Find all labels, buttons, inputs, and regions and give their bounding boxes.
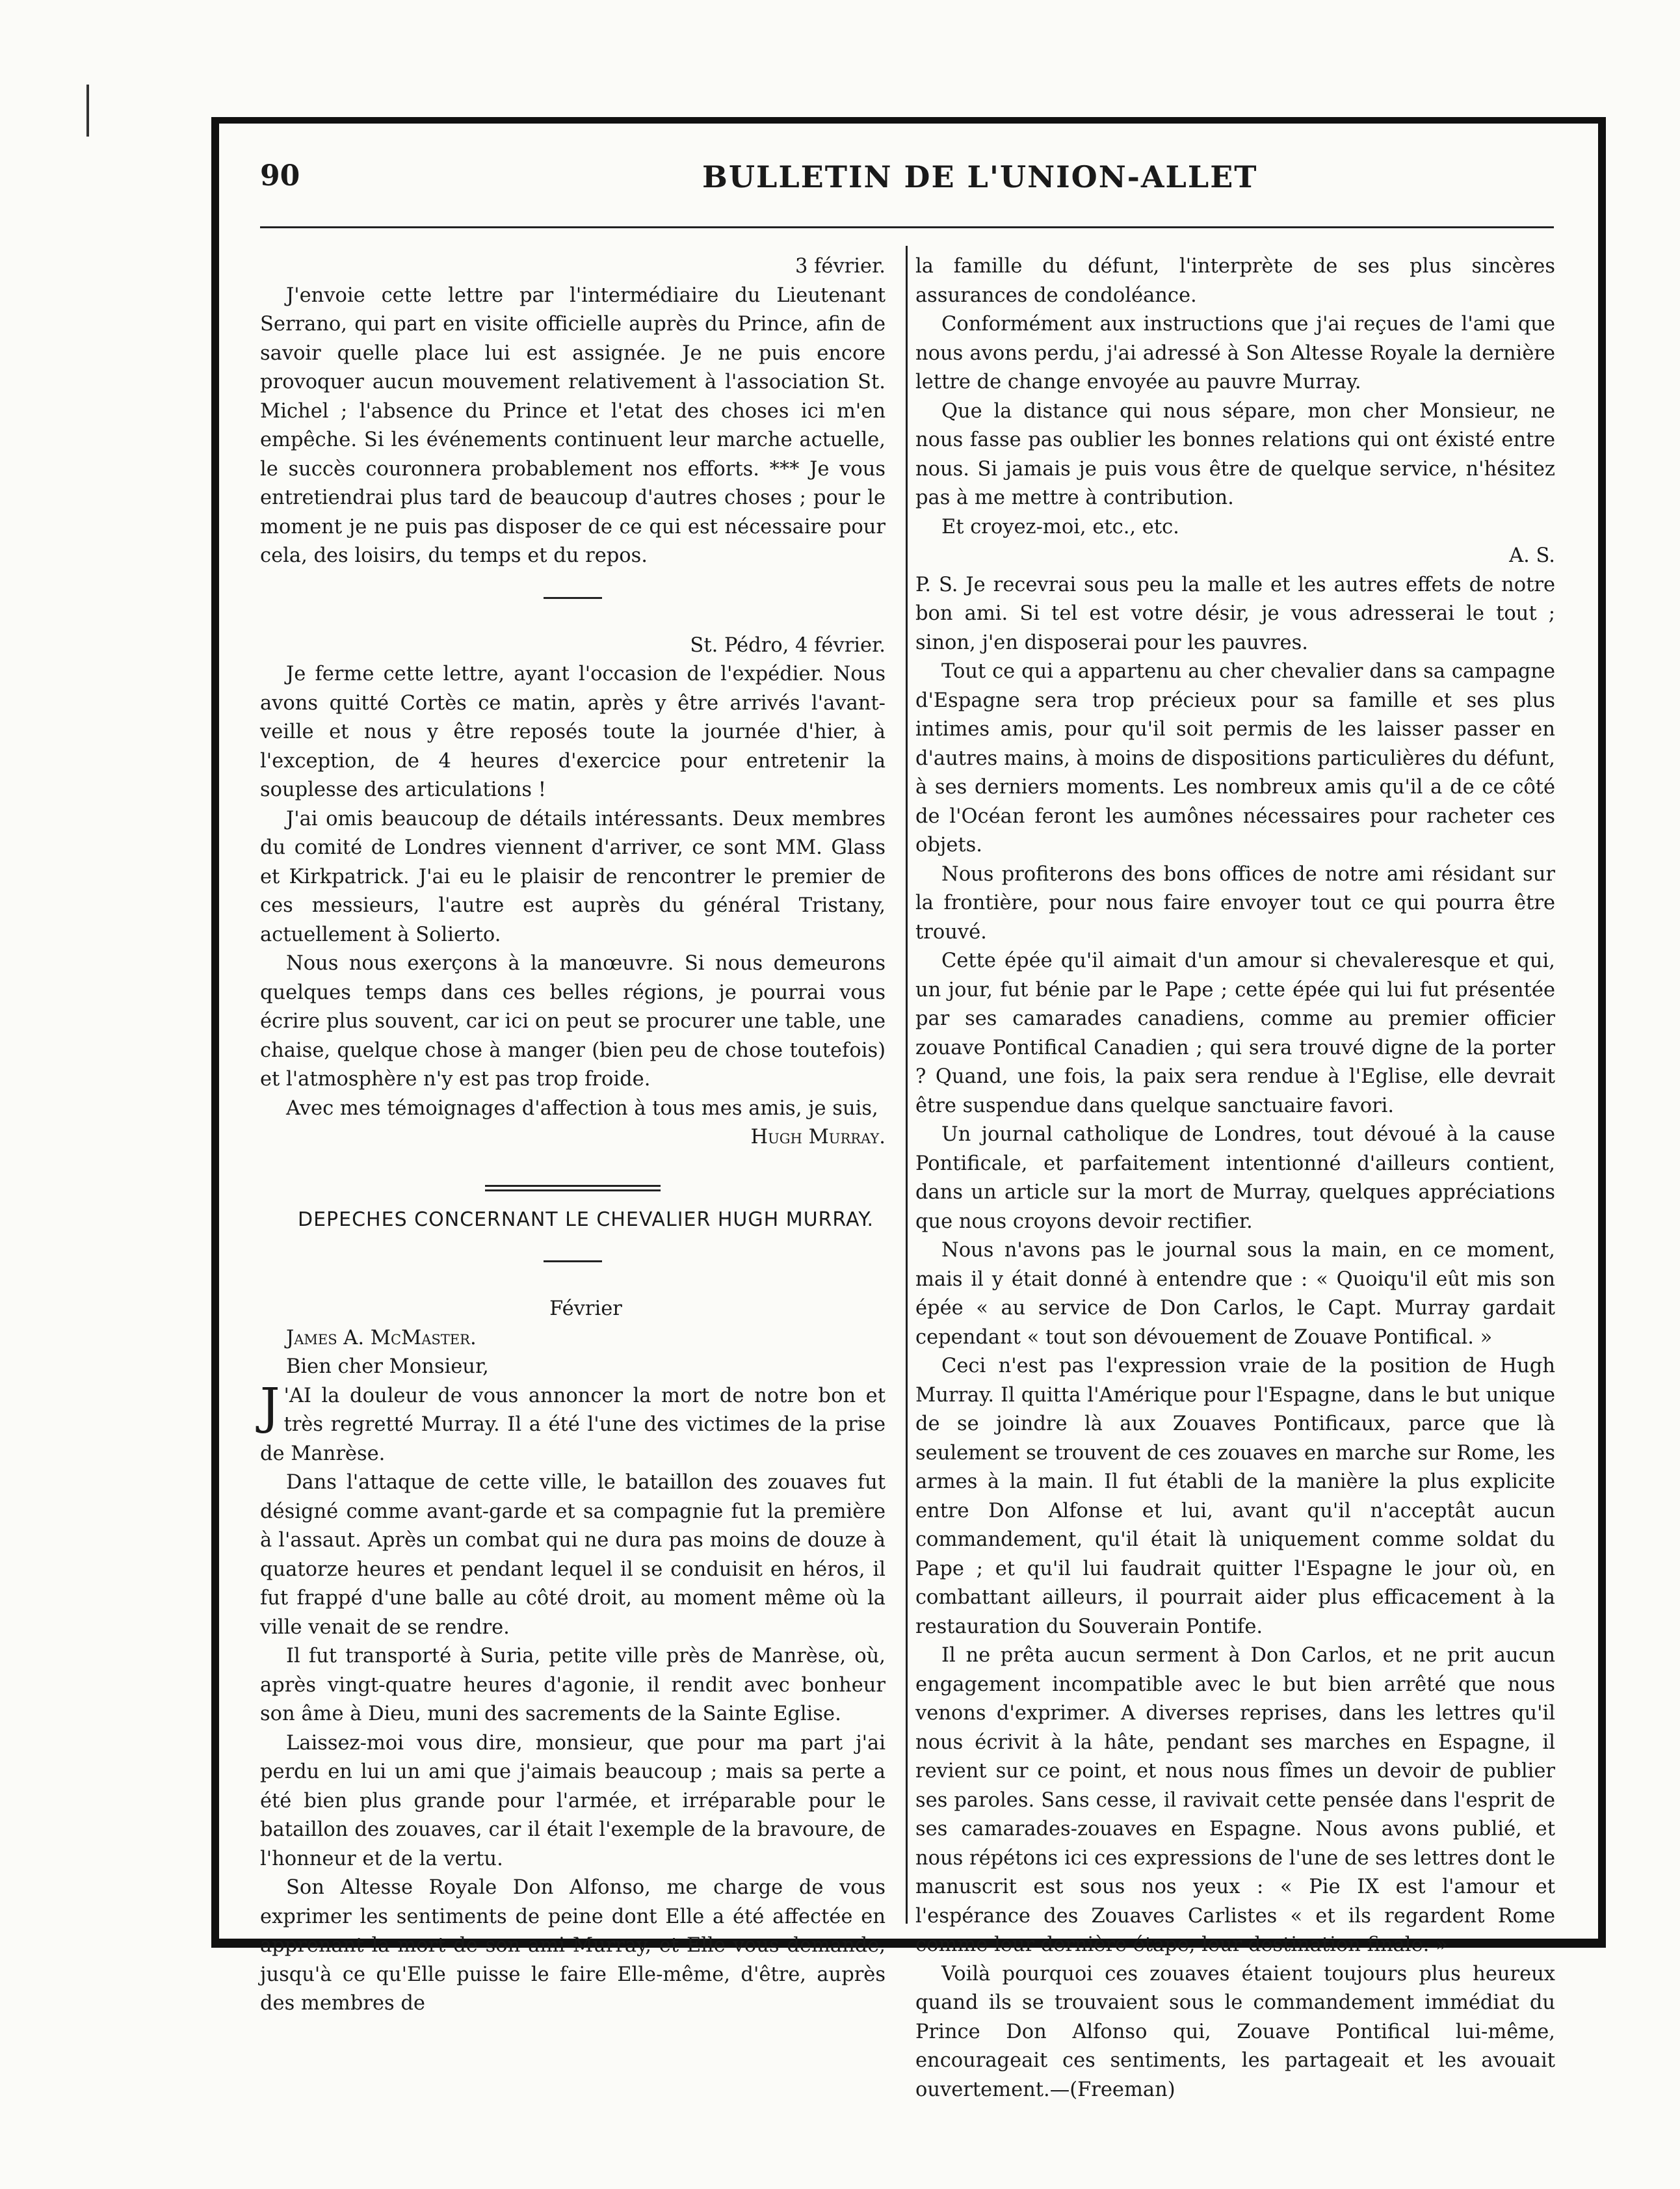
continuation-paragraph: la famille du défunt, l'interprète de ses plus sincères assurances de condoléance. (915, 255, 1555, 307)
letter-paragraph: Il fut transporté à Suria, petite ville près de Manrèse, où, après vingt-quatre heures d'agonie, il rendit avec bonheur son âme à Dieu, muni des sacrements de la Sainte Eglise. (260, 1645, 886, 1725)
signature: A. S. (1509, 544, 1555, 567)
addressee: James A. McMaster. (286, 1326, 477, 1349)
month-heading: Février (549, 1297, 622, 1320)
separator-rule (544, 597, 602, 599)
page-header (260, 159, 1554, 205)
article-paragraph: Ceci n'est pas l'expression vraie de la position de Hugh Murray. Il quitta l'Amérique pour l'Espagne, dans le but unique de se joindre là aux Zouaves Pontificaux, parce que là seulement se trouvent de ces zouaves en marche sur Rome, les armes à la main. Il fut établi de la manière la plus explicite entre Don Alfonse et lui, avant qu'il n'acceptât aucun commandement, qu'il était là uniquement comme soldat du Pape ; et qu'il lui faudrait quitter l'Espagne le jour où, en combattant ailleurs, il pourrait aider plus efficacement à la restauration du Souverain Pontife. (915, 1355, 1555, 1638)
first-paragraph-text: 'AI la douleur de vous annoncer la mort de notre bon et très regretté Murray. Il a été l'une des victimes de la prise de Manrèse. (260, 1384, 886, 1465)
article-paragraph: Nous profiterons des bons offices de notre ami résidant sur la frontière, pour nous faire envoyer tout ce qui pourra être trouvé. (915, 862, 1555, 944)
letter-paragraph: Que la distance qui nous sépare, mon cher Monsieur, ne nous fasse pas oublier les bonnes relations qui ont éxisté entre nous. Si jamais je puis vous être de quelque service, n'hésitez pas à me mettre à contribution. (915, 399, 1555, 509)
article-paragraph: Voilà pourquoi ces zouaves étaient toujours plus heureux quand ils se trouvaient sous le commandement immédiat du Prince Don Alfonso qui, Zouave Pontifical lui-même, encourageait ces sentiments, les partageait et les avouait ouvertement.—(Freeman) (915, 1962, 1555, 2101)
article-paragraph: Tout ce qui a appartenu au cher chevalier dans sa campagne d'Espagne sera trop précieux pour sa famille et ses plus intimes amis, pour qu'il soit permis de les laisser passer en d'autres mains, à moins de dispositions particulières du défunt, à ses derniers moments. Les nombreux amis qu'il a de ce côté de l'Océan feront les aumônes nécessaires pour racheter ces objets. (915, 660, 1555, 856)
salutation: Bien cher Monsieur, (286, 1355, 489, 1378)
letter-paragraph: Je ferme cette lettre, ayant l'occasion de l'expédier. Nous avons quitté Cortès ce matin, après y être arrivés l'avant-veille et nous y être reposés toute la journée d'hier, à l'exception, de 4 heures d'exercice pour entretenir la souplesse des articulations ! (260, 663, 886, 801)
letter-paragraph: Conformément aux instructions que j'ai reçues de l'ami que nous avons perdu, j'ai adressé à Son Altesse Royale la dernière lettre de change envoyée au pauvre Murray. (915, 313, 1555, 393)
signature: Hugh Murray. (750, 1126, 886, 1148)
article-paragraph: Nous n'avons pas le journal sous la main, en ce moment, mais il y était donné à entendre que : « Quoiqu'il eût mis son épée « au service de Don Carlos, le Capt. Murray gardait cependant « tout son dévouement de Zouave Pontifical. » (915, 1239, 1555, 1349)
letter-paragraph: Nous nous exerçons à la manœuvre. Si nous demeurons quelques temps dans ces belles régions, je pourrai vous écrire plus souvent, car ici on peut se procurer une table, une chaise, quelque chose à manger (bien peu de chose toutefois) et l'atmosphère n'y est pas trop froide. (260, 952, 886, 1091)
letter-paragraph: Dans l'attaque de cette ville, le bataillon des zouaves fut désigné comme avant-garde et sa compagnie fut la première à l'assaut. Après un combat qui ne dura pas moins de douze à quatorze heures et pendant lequel il se conduisit en héros, il fut frappé d'une balle au côté droit, au moment même où la ville venait de se rendre. (260, 1471, 886, 1639)
letter-paragraph: J'envoie cette lettre par l'intermédiaire du Lieutenant Serrano, qui part en visite officielle auprès du Prince, afin de savoir quelle place lui est assignée. Je ne puis encore provoquer aucun mouvement relativement à l'association St. Michel ; l'absence du Prince et l'etat des choses ici m'en empêche. Si les événements continuent leur marche actuelle, le succès couronnera probablement nos efforts. *** Je vous entretiendrai plus tard de beaucoup d'autres choses ; pour le moment je ne puis pas disposer de ce qui est nécessaire pour cela, des loisirs, du temps et du repos. (260, 284, 886, 567)
section-title: DEPECHES CONCERNANT LE CHEVALIER HUGH MURRAY. (298, 1208, 874, 1231)
letter-paragraph: Et croyez-moi, etc., etc. (941, 515, 1179, 538)
right-column (915, 252, 1555, 2104)
article-paragraph: Il ne prêta aucun serment à Don Carlos, et ne prit aucun engagement incompatible avec le but bien arrêté que nous venons d'exprimer. A diverses reprises, dans les lettres qu'il nous écrivit à la hâte, pendant ses marches en Espagne, il revient sur ce point, et nous nous fîmes un devoir de publier ses paroles. Sans cesse, il ravivait cette pensée dans l'esprit de ses camarades-zouaves en Espagne. Nous avons publié, et nous répétons ici ces expressions de l'une de ses lettres dont le manuscrit est sous nos yeux : « Pie IX est l'amour et l'espérance des Zouaves Carlistes « et ils regardent Rome comme leur dernière étape, leur destination finale. » (915, 1644, 1555, 1956)
letter-date: 3 février. (795, 255, 886, 278)
drop-cap: J (260, 1376, 280, 1435)
letter-paragraph: Avec mes témoignages d'affection à tous mes amis, je suis, (286, 1096, 878, 1120)
first-paragraph (260, 1376, 886, 1469)
margin-mark (86, 85, 89, 137)
letter-paragraph: Son Altesse Royale Don Alfonso, me charge de vous exprimer les sentiments de peine dont Elle a été affectée en apprenant la mort de son ami Murray, et Elle vous demande, jusqu'à ce qu'Elle puisse le faire Elle-même, d'être, auprès des membres de (260, 1876, 886, 2015)
page-number: 90 (260, 159, 300, 192)
separator-rule (544, 1260, 602, 1262)
letter-paragraph: Laissez-moi vous dire, monsieur, que pour ma part j'ai perdu en lui un ami que j'aimais beaucoup ; mais sa perte a été bien plus grande pour l'armée, et irréparable pour le bataillon des zouaves, car il était l'exemple de la bravoure, de l'honneur et de la vertu. (260, 1731, 886, 1870)
postscript: P. S. Je recevrai sous peu la malle et les autres effets de notre bon ami. Si tel est votre désir, je vous adresserai le tout ; sinon, j'en disposerai pour les pauvres. (915, 573, 1555, 654)
letter-paragraph: J'ai omis beaucoup de détails intéressants. Deux membres du comité de Londres viennent d'arriver, ce sont MM. Glass et Kirkpatrick. J'ai eu le plaisir de rencontrer le premier de ces messieurs, l'autre est auprès du général Tristany, actuellement à Solierto. (260, 807, 886, 946)
column-rule (906, 246, 908, 1924)
running-title: BULLETIN DE L'UNION-ALLET (702, 159, 1258, 194)
article-paragraph: Un journal catholique de Londres, tout dévoué à la cause Pontificale, et parfaitement intentionné d'ailleurs contient, dans un article sur la mort de Murray, quelques appréciations que nous croyons devoir rectifier. (915, 1123, 1555, 1233)
left-column (260, 252, 886, 2019)
letter-dateline: St. Pédro, 4 février. (690, 633, 886, 657)
header-rule (260, 226, 1554, 228)
article-paragraph: Cette épée qu'il aimait d'un amour si chevaleresque et qui, un jour, fut bénie par le Pape ; cette épée qui lui fut présentée par ses camarades canadiens, comme au premier officier zouave Pontifical Canadien ; qui sera trouvé digne de la porter ? Quand, une fois, la paix sera rendue à l'Eglise, elle devrait être suspendue dans quelque sanctuaire favori. (915, 949, 1555, 1117)
double-rule (485, 1185, 661, 1191)
